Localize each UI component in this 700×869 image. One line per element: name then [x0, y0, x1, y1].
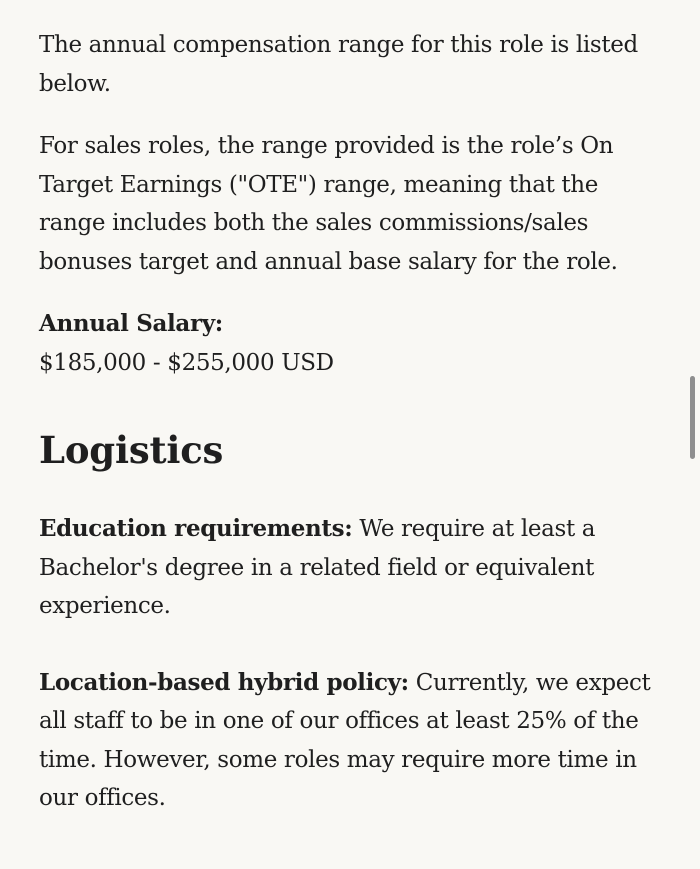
annual-salary-label: Annual Salary: — [39, 310, 223, 337]
logistics-heading: Logistics — [39, 428, 224, 472]
sales-ote-note: For sales roles, the range provided is the role’s On Target Earnings ("OTE") range, meaning that the range includes both the sales commissions/sales bonuses target and annual base salary for the role. — [39, 133, 618, 275]
location-hybrid-policy-text: Currently, we expect all staff to be in one of our offices at least 25% of the time. However, some roles may require more time in our offices. — [39, 669, 651, 811]
education-requirements-text: We require at least a Bachelor's degree in a related field or equivalent experience. — [39, 516, 596, 619]
location-hybrid-policy-label: Location-based hybrid policy: — [39, 668, 409, 696]
annual-salary-block — [39, 305, 669, 382]
annual-salary-value: $185,000 - $255,000 USD — [39, 349, 334, 376]
compensation-intro: The annual compensation range for this role is listed below. — [39, 32, 638, 97]
education-requirements — [39, 510, 669, 626]
location-hybrid-policy — [39, 664, 669, 818]
job-description-content — [39, 26, 669, 818]
education-requirements-label: Education requirements: — [39, 515, 353, 542]
vertical-scrollbar[interactable] — [690, 376, 695, 459]
